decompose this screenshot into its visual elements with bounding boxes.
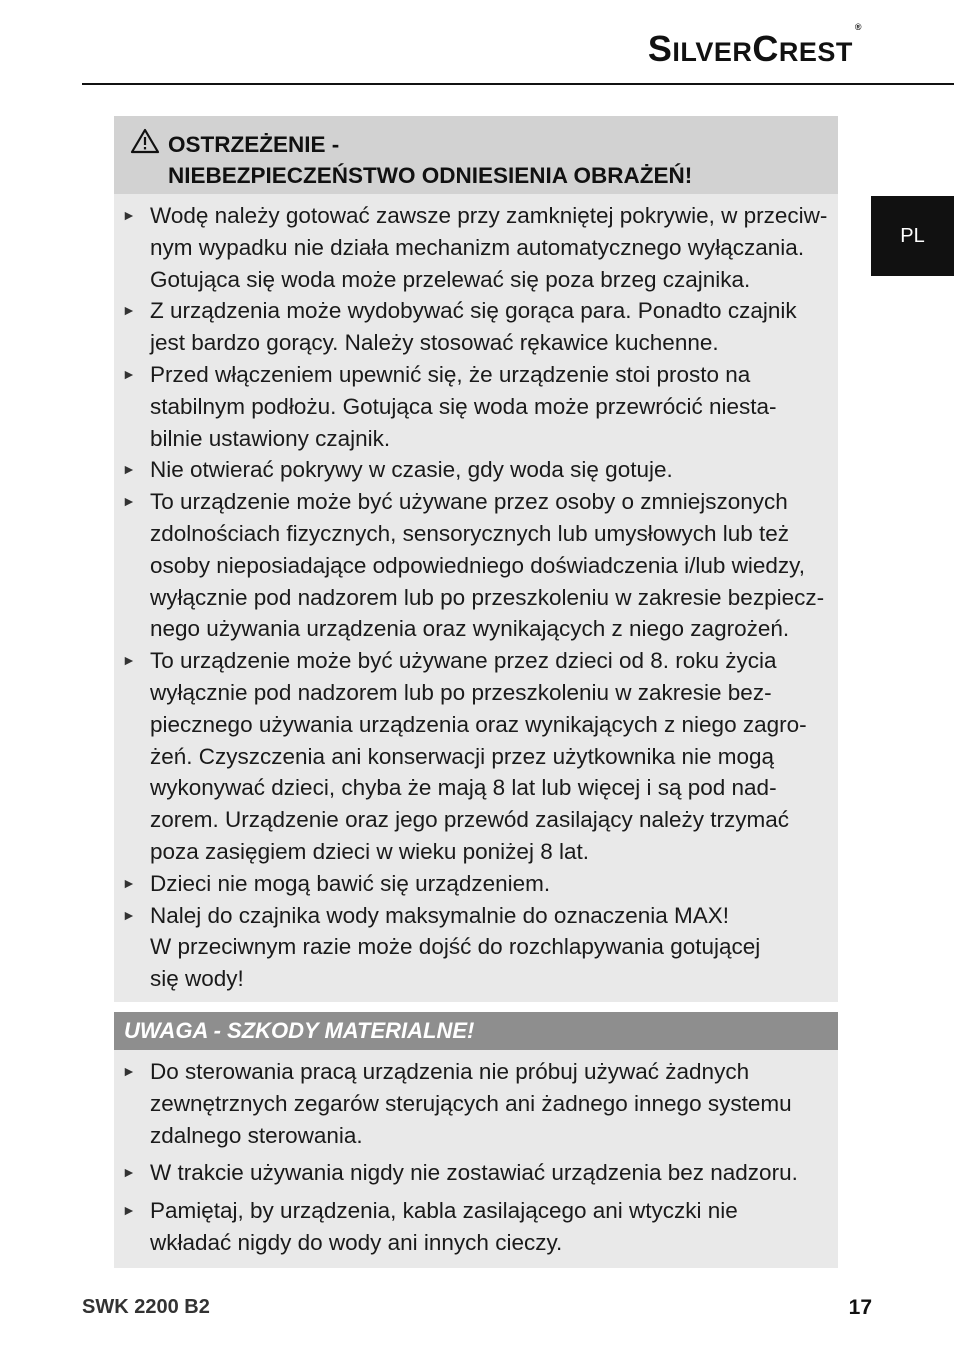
list-item xyxy=(114,645,838,868)
list-item-line: wkładać nigdy do wody ani innych cieczy. xyxy=(150,1229,563,1255)
list-item-line: Do sterowania pracą urządzenia nie próbuj używać żadnych xyxy=(150,1059,750,1084)
list-item-line: bilnie ustawiony czajnik. xyxy=(150,425,391,451)
list-item xyxy=(114,1056,838,1151)
list-item-line: stabilnym podłożu. Gotująca się woda może przewrócić niesta- xyxy=(150,393,777,419)
language-tab: PL xyxy=(871,196,954,276)
list-item xyxy=(114,200,838,295)
list-item xyxy=(114,295,838,359)
list-item-line: Pamiętaj, by urządzenia, kabla zasilającego ani wtyczki nie xyxy=(150,1198,738,1224)
warning-triangle-icon xyxy=(130,128,160,154)
bullet-arrow-icon: ► xyxy=(122,302,136,319)
list-item-line: Nie otwierać pokrywy w czasie, gdy woda się gotuje. xyxy=(150,457,673,483)
warning-header xyxy=(114,116,838,194)
list-item-line: wyłącznie pod nadzorem lub po przeszkoleniu w zakresie bez- xyxy=(150,679,772,705)
list-item xyxy=(114,1157,838,1189)
note-header xyxy=(114,1012,838,1050)
list-item-line: W trakcie używania nigdy nie zostawiać urządzenia bez nadzoru. xyxy=(150,1160,798,1186)
bullet-arrow-icon: ► xyxy=(122,461,136,478)
list-item-line: piecznego używania urządzenia oraz wynikających z niego zagro- xyxy=(150,711,807,737)
list-item-line: Dzieci nie mogą bawić się urządzeniem. xyxy=(150,870,551,896)
bullet-arrow-icon: ► xyxy=(122,652,136,669)
bullet-arrow-icon: ► xyxy=(122,874,136,891)
bullet-arrow-icon: ► xyxy=(122,365,136,382)
list-item-line: poza zasięgiem dzieci w wieku poniżej 8 lat. xyxy=(150,838,589,864)
list-item-line: To urządzenie może być używane przez dzieci od 8. roku życia xyxy=(150,648,777,674)
list-item-line: W przeciwnym razie może dojść do rozchlapywania gotującej xyxy=(150,934,761,960)
list-item-line: zdalnego sterowania. xyxy=(150,1122,363,1148)
note-list xyxy=(114,1056,838,1265)
list-item-line: Gotująca się woda może przelewać się poza brzeg czajnika. xyxy=(150,266,751,292)
bullet-arrow-icon: ► xyxy=(122,1164,136,1181)
list-item-line: zewnętrznych zegarów sterujących ani żadnego innego systemu xyxy=(150,1090,792,1116)
list-item-line: się wody! xyxy=(150,966,244,992)
warning-list xyxy=(114,200,838,995)
header-rule xyxy=(82,83,954,85)
list-item xyxy=(114,1195,838,1259)
brand-logo: SILVERCREST® xyxy=(647,22,862,69)
list-item-line: Przed włączeniem upewnić się, że urządzenie stoi prosto na xyxy=(150,361,751,387)
list-item-line: Wodę należy gotować zawsze przy zamkniętej pokrywie, w przeciw- xyxy=(150,203,828,228)
list-item xyxy=(114,486,838,645)
list-item-line: zdolnościach fizycznych, sensorycznych lub umysłowych lub też xyxy=(150,520,790,546)
list-item-line: nym wypadku nie działa mechanizm automatycznego wyłączania. xyxy=(150,234,805,260)
list-item xyxy=(114,359,838,454)
note-box xyxy=(114,1050,838,1268)
list-item-line: nego używania urządzenia oraz wynikających z niego zagrożeń. xyxy=(150,616,790,642)
list-item-line: Z urządzenia może wydobywać się gorąca para. Ponadto czajnik xyxy=(150,298,797,324)
list-item-line: zorem. Urządzenie oraz jego przewód zasilający należy trzymać xyxy=(150,807,790,833)
list-item xyxy=(114,900,838,995)
bullet-arrow-icon: ► xyxy=(122,1063,136,1079)
footer-model: SWK 2200 B2 xyxy=(82,1296,210,1318)
list-item xyxy=(114,868,838,900)
list-item-line: wyłącznie pod nadzorem lub po przeszkoleniu w zakresie bezpiecz- xyxy=(150,584,825,610)
list-item-line: osoby nieposiadające odpowiedniego doświadczenia i/lub wiedzy, xyxy=(150,552,806,578)
warning-box xyxy=(114,116,838,1002)
page-number: 17 xyxy=(848,1296,872,1319)
bullet-arrow-icon: ► xyxy=(122,1202,136,1219)
bullet-arrow-icon: ► xyxy=(122,207,136,223)
bullet-arrow-icon: ► xyxy=(122,906,136,923)
list-item xyxy=(114,454,838,486)
list-item-line: Nalej do czajnika wody maksymalnie do oznaczenia MAX! xyxy=(150,902,730,928)
list-item-line: To urządzenie może być używane przez osoby o zmniejszonych xyxy=(150,489,788,515)
note-title: UWAGA - SZKODY MATERIALNE! xyxy=(124,1018,475,1043)
list-item-line: wykonywać dzieci, chyba że mają 8 lat lub więcej i są pod nad- xyxy=(150,775,777,801)
list-item-line: żeń. Czyszczenia ani konserwacji przez użytkownika nie mogą xyxy=(150,743,775,769)
list-item-line: jest bardzo gorący. Należy stosować rękawice kuchenne. xyxy=(150,330,719,356)
warning-title: OSTRZEŻENIE - NIEBEZPIECZEŃSTWO ODNIESIENIA OBRAŻEŃ! xyxy=(168,132,693,188)
bullet-arrow-icon: ► xyxy=(122,493,136,510)
